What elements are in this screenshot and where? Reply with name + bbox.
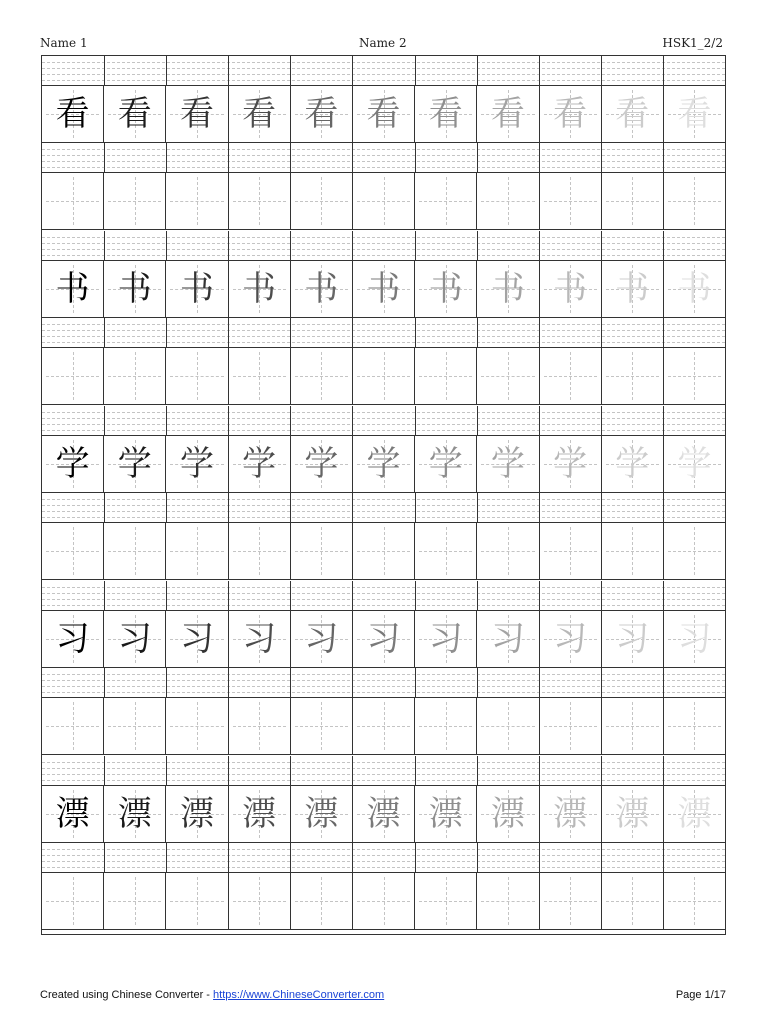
hanzi-glyph: 看 xyxy=(615,94,650,134)
trace-cell xyxy=(229,611,291,667)
hanzi-glyph: 漂 xyxy=(304,794,339,834)
trace-cell xyxy=(477,611,539,667)
character-block xyxy=(42,56,725,231)
guide-lines-top xyxy=(42,406,725,436)
hanzi-glyph: 习 xyxy=(242,619,277,659)
trace-cell xyxy=(291,436,353,492)
hanzi-glyph: 习 xyxy=(117,619,152,659)
blank-row xyxy=(42,348,725,405)
blank-practice-cell xyxy=(229,698,291,754)
hanzi-glyph: 书 xyxy=(117,269,152,309)
blank-practice-cell xyxy=(42,873,104,929)
hanzi-glyph: 学 xyxy=(553,444,588,484)
trace-cell xyxy=(166,261,228,317)
hanzi-glyph: 漂 xyxy=(615,794,650,834)
trace-cell xyxy=(291,86,353,142)
blank-practice-cell xyxy=(353,348,415,404)
trace-cell xyxy=(166,436,228,492)
trace-cell xyxy=(104,436,166,492)
hanzi-glyph: 习 xyxy=(677,619,712,659)
trace-cell xyxy=(602,86,664,142)
trace-cell xyxy=(104,86,166,142)
hanzi-glyph: 书 xyxy=(677,269,712,309)
trace-cell xyxy=(477,436,539,492)
blank-practice-cell xyxy=(664,698,725,754)
trace-cell xyxy=(540,261,602,317)
hanzi-glyph: 书 xyxy=(304,269,339,309)
footer-credit xyxy=(40,989,384,1001)
blank-practice-cell xyxy=(104,173,166,229)
trace-cell xyxy=(602,611,664,667)
hanzi-glyph: 看 xyxy=(490,94,525,134)
header-name-2: Name 2 xyxy=(359,36,407,50)
trace-cell xyxy=(104,261,166,317)
blank-practice-cell xyxy=(540,523,602,579)
trace-cell xyxy=(353,611,415,667)
blank-practice-cell xyxy=(229,523,291,579)
trace-cell xyxy=(353,786,415,842)
trace-cell xyxy=(477,261,539,317)
blank-practice-cell xyxy=(166,698,228,754)
trace-cell xyxy=(42,86,104,142)
character-block xyxy=(42,231,725,406)
blank-practice-cell xyxy=(104,348,166,404)
hanzi-glyph: 书 xyxy=(615,269,650,309)
trace-cell xyxy=(477,86,539,142)
hanzi-glyph: 漂 xyxy=(553,794,588,834)
blank-practice-cell xyxy=(42,348,104,404)
trace-row xyxy=(42,611,725,668)
hanzi-glyph: 看 xyxy=(304,94,339,134)
trace-row xyxy=(42,86,725,143)
blank-practice-cell xyxy=(291,698,353,754)
footer-credit-text: Created using Chinese Converter - xyxy=(40,989,214,1001)
hanzi-glyph: 学 xyxy=(179,444,214,484)
trace-cell xyxy=(415,86,477,142)
hanzi-glyph: 漂 xyxy=(490,794,525,834)
hanzi-glyph: 习 xyxy=(428,619,463,659)
blank-practice-cell xyxy=(166,523,228,579)
hanzi-glyph: 漂 xyxy=(179,794,214,834)
character-block xyxy=(42,406,725,581)
blank-practice-cell xyxy=(602,523,664,579)
guide-lines-middle xyxy=(42,843,725,873)
trace-cell xyxy=(104,786,166,842)
trace-cell xyxy=(353,86,415,142)
hanzi-glyph: 看 xyxy=(677,94,712,134)
hanzi-glyph: 习 xyxy=(490,619,525,659)
trace-cell xyxy=(664,261,725,317)
hanzi-glyph: 习 xyxy=(553,619,588,659)
blank-practice-cell xyxy=(477,873,539,929)
trace-cell xyxy=(540,611,602,667)
header-sheet-id: HSK1_2/2 xyxy=(662,36,723,50)
trace-cell xyxy=(229,261,291,317)
trace-cell xyxy=(602,436,664,492)
blank-practice-cell xyxy=(477,348,539,404)
blank-practice-cell xyxy=(42,523,104,579)
blank-practice-cell xyxy=(166,873,228,929)
guide-lines-top xyxy=(42,581,725,611)
blank-practice-cell xyxy=(664,873,725,929)
blank-practice-cell xyxy=(291,348,353,404)
hanzi-glyph: 习 xyxy=(366,619,401,659)
trace-cell xyxy=(415,436,477,492)
blank-practice-cell xyxy=(415,698,477,754)
trace-cell xyxy=(664,436,725,492)
hanzi-glyph: 学 xyxy=(304,444,339,484)
blank-practice-cell xyxy=(353,523,415,579)
hanzi-glyph: 学 xyxy=(117,444,152,484)
blank-practice-cell xyxy=(229,173,291,229)
hanzi-glyph: 看 xyxy=(242,94,277,134)
guide-lines-middle xyxy=(42,493,725,523)
trace-cell xyxy=(229,436,291,492)
hanzi-glyph: 学 xyxy=(366,444,401,484)
blank-practice-cell xyxy=(540,173,602,229)
hanzi-glyph: 学 xyxy=(55,444,90,484)
blank-practice-cell xyxy=(477,698,539,754)
hanzi-glyph: 看 xyxy=(553,94,588,134)
blank-practice-cell xyxy=(415,348,477,404)
hanzi-glyph: 学 xyxy=(242,444,277,484)
trace-cell xyxy=(166,786,228,842)
practice-grid xyxy=(41,55,726,935)
trace-cell xyxy=(291,786,353,842)
trace-cell xyxy=(42,786,104,842)
blank-practice-cell xyxy=(664,173,725,229)
footer-link[interactable]: https://www.ChineseConverter.com xyxy=(213,989,385,1001)
blank-practice-cell xyxy=(104,523,166,579)
blank-practice-cell xyxy=(166,348,228,404)
trace-cell xyxy=(353,436,415,492)
blank-practice-cell xyxy=(540,698,602,754)
trace-cell xyxy=(229,786,291,842)
trace-cell xyxy=(664,86,725,142)
blank-practice-cell xyxy=(229,873,291,929)
blank-practice-cell xyxy=(229,348,291,404)
blank-practice-cell xyxy=(664,348,725,404)
hanzi-glyph: 漂 xyxy=(428,794,463,834)
hanzi-glyph: 漂 xyxy=(55,794,90,834)
blank-practice-cell xyxy=(415,173,477,229)
hanzi-glyph: 习 xyxy=(304,619,339,659)
blank-practice-cell xyxy=(291,523,353,579)
guide-lines-middle xyxy=(42,668,725,698)
blank-practice-cell xyxy=(353,873,415,929)
hanzi-glyph: 漂 xyxy=(677,794,712,834)
hanzi-glyph: 学 xyxy=(428,444,463,484)
hanzi-glyph: 漂 xyxy=(117,794,152,834)
hanzi-glyph: 看 xyxy=(366,94,401,134)
blank-practice-cell xyxy=(104,698,166,754)
trace-row xyxy=(42,436,725,493)
hanzi-glyph: 看 xyxy=(428,94,463,134)
trace-cell xyxy=(540,436,602,492)
hanzi-glyph: 漂 xyxy=(366,794,401,834)
trace-cell xyxy=(291,611,353,667)
hanzi-glyph: 看 xyxy=(117,94,152,134)
trace-cell xyxy=(166,611,228,667)
trace-cell xyxy=(229,86,291,142)
hanzi-glyph: 书 xyxy=(428,269,463,309)
hanzi-glyph: 书 xyxy=(490,269,525,309)
trace-cell xyxy=(602,786,664,842)
trace-cell xyxy=(42,611,104,667)
blank-practice-cell xyxy=(42,173,104,229)
blank-row xyxy=(42,173,725,230)
trace-cell xyxy=(353,261,415,317)
blank-practice-cell xyxy=(602,173,664,229)
blank-row xyxy=(42,698,725,755)
hanzi-glyph: 习 xyxy=(55,619,90,659)
blank-practice-cell xyxy=(602,698,664,754)
blank-practice-cell xyxy=(353,173,415,229)
footer-page-number: Page 1/17 xyxy=(675,989,726,1001)
hanzi-glyph: 学 xyxy=(490,444,525,484)
hanzi-glyph: 习 xyxy=(179,619,214,659)
hanzi-glyph: 看 xyxy=(55,94,90,134)
trace-cell xyxy=(42,261,104,317)
guide-lines-top xyxy=(42,56,725,86)
hanzi-glyph: 书 xyxy=(179,269,214,309)
blank-practice-cell xyxy=(415,523,477,579)
hanzi-glyph: 学 xyxy=(677,444,712,484)
blank-practice-cell xyxy=(540,348,602,404)
blank-practice-cell xyxy=(104,873,166,929)
hanzi-glyph: 漂 xyxy=(242,794,277,834)
character-block xyxy=(42,581,725,756)
blank-practice-cell xyxy=(602,873,664,929)
blank-practice-cell xyxy=(602,348,664,404)
character-block xyxy=(42,756,725,931)
blank-practice-cell xyxy=(664,523,725,579)
trace-cell xyxy=(664,611,725,667)
blank-practice-cell xyxy=(166,173,228,229)
trace-cell xyxy=(104,611,166,667)
trace-cell xyxy=(477,786,539,842)
trace-row xyxy=(42,786,725,843)
hanzi-glyph: 书 xyxy=(366,269,401,309)
header-name-1: Name 1 xyxy=(40,36,88,50)
trace-cell xyxy=(664,786,725,842)
hanzi-glyph: 习 xyxy=(615,619,650,659)
blank-practice-cell xyxy=(540,873,602,929)
blank-row xyxy=(42,873,725,930)
blank-practice-cell xyxy=(42,698,104,754)
trace-cell xyxy=(166,86,228,142)
trace-cell xyxy=(42,436,104,492)
guide-lines-top xyxy=(42,231,725,261)
trace-cell xyxy=(415,261,477,317)
blank-practice-cell xyxy=(477,173,539,229)
guide-lines-middle xyxy=(42,318,725,348)
blank-practice-cell xyxy=(477,523,539,579)
trace-row xyxy=(42,261,725,318)
blank-practice-cell xyxy=(415,873,477,929)
blank-row xyxy=(42,523,725,580)
blank-practice-cell xyxy=(291,873,353,929)
hanzi-glyph: 书 xyxy=(242,269,277,309)
hanzi-glyph: 学 xyxy=(615,444,650,484)
trace-cell xyxy=(602,261,664,317)
guide-lines-top xyxy=(42,756,725,786)
trace-cell xyxy=(540,786,602,842)
trace-cell xyxy=(415,786,477,842)
trace-cell xyxy=(291,261,353,317)
hanzi-glyph: 书 xyxy=(55,269,90,309)
trace-cell xyxy=(540,86,602,142)
trace-cell xyxy=(415,611,477,667)
hanzi-glyph: 看 xyxy=(179,94,214,134)
guide-lines-middle xyxy=(42,143,725,173)
hanzi-glyph: 书 xyxy=(553,269,588,309)
blank-practice-cell xyxy=(291,173,353,229)
blank-practice-cell xyxy=(353,698,415,754)
